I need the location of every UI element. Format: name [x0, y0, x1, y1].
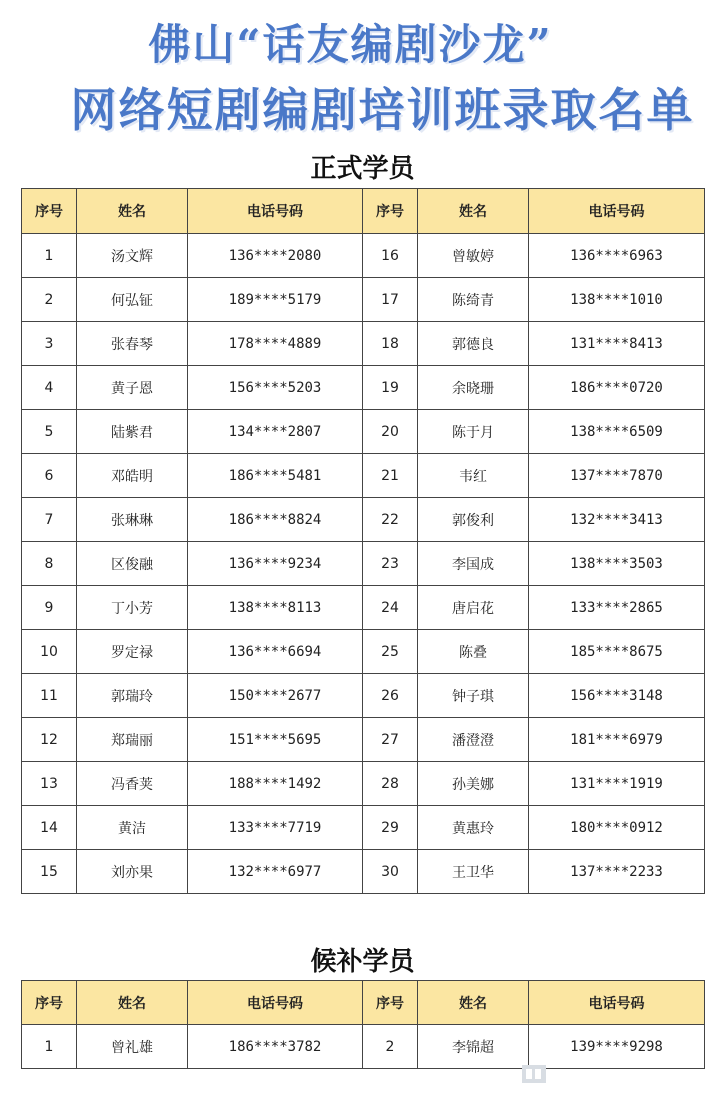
cell-name: 汤文辉	[77, 234, 188, 278]
cell-phone: 136****2080	[188, 234, 363, 278]
cell-name: 潘澄澄	[418, 718, 529, 762]
cell-phone: 132****6977	[188, 850, 363, 894]
table-row	[22, 718, 705, 762]
cell-name: 陆紫君	[77, 410, 188, 454]
cell-name: 张琳琳	[77, 498, 188, 542]
cell-index: 7	[22, 498, 77, 542]
alternate-section-heading: 候补学员	[310, 947, 415, 977]
cell-phone: 151****5695	[188, 718, 363, 762]
cell-phone: 185****8675	[529, 630, 705, 674]
col-header-phone: 电话号码	[529, 981, 705, 1025]
cell-name: 王卫华	[418, 850, 529, 894]
cell-index: 15	[22, 850, 77, 894]
alternate-students-table	[21, 980, 705, 1069]
cell-index: 1	[22, 234, 77, 278]
cell-index: 21	[363, 454, 418, 498]
col-header-name: 姓名	[77, 981, 188, 1025]
alternate-table-body	[22, 1025, 705, 1069]
cell-index: 14	[22, 806, 77, 850]
cell-name: 丁小芳	[77, 586, 188, 630]
cell-name: 韦红	[418, 454, 529, 498]
table-row	[22, 806, 705, 850]
cell-index: 8	[22, 542, 77, 586]
table-row	[22, 762, 705, 806]
cell-index: 24	[363, 586, 418, 630]
cell-index: 17	[363, 278, 418, 322]
cell-name: 陈于月	[418, 410, 529, 454]
cell-phone: 132****3413	[529, 498, 705, 542]
cell-phone: 136****9234	[188, 542, 363, 586]
cell-phone: 186****8824	[188, 498, 363, 542]
cell-phone: 136****6963	[529, 234, 705, 278]
cell-name: 陈绮青	[418, 278, 529, 322]
cell-index: 19	[363, 366, 418, 410]
cell-phone: 156****5203	[188, 366, 363, 410]
table-row	[22, 410, 705, 454]
cell-index: 10	[22, 630, 77, 674]
table-row	[22, 278, 705, 322]
cell-phone: 186****5481	[188, 454, 363, 498]
table-row	[22, 674, 705, 718]
formal-section-heading: 正式学员	[310, 154, 415, 184]
table-row	[22, 850, 705, 894]
formal-table-body	[22, 234, 705, 894]
cell-name: 张春琴	[77, 322, 188, 366]
cell-index: 3	[22, 322, 77, 366]
cell-phone: 156****3148	[529, 674, 705, 718]
cell-index: 6	[22, 454, 77, 498]
cell-name: 孙美娜	[418, 762, 529, 806]
cell-name: 黄惠玲	[418, 806, 529, 850]
table-row	[22, 1025, 705, 1069]
cell-index: 9	[22, 586, 77, 630]
cell-phone: 150****2677	[188, 674, 363, 718]
cell-name: 李锦超	[418, 1025, 529, 1069]
col-header-index: 序号	[22, 981, 77, 1025]
cell-index: 23	[363, 542, 418, 586]
cell-index: 30	[363, 850, 418, 894]
cell-phone: 178****4889	[188, 322, 363, 366]
cell-phone: 138****3503	[529, 542, 705, 586]
cell-name: 曾敏婷	[418, 234, 529, 278]
cell-index: 26	[363, 674, 418, 718]
col-header-index: 序号	[363, 981, 418, 1025]
col-header-name: 姓名	[77, 189, 188, 234]
cell-name: 郭瑞玲	[77, 674, 188, 718]
cell-name: 李国成	[418, 542, 529, 586]
cell-index: 16	[363, 234, 418, 278]
col-header-phone: 电话号码	[529, 189, 705, 234]
cell-phone: 180****0912	[529, 806, 705, 850]
cell-phone: 136****6694	[188, 630, 363, 674]
cell-phone: 137****2233	[529, 850, 705, 894]
cell-phone: 133****2865	[529, 586, 705, 630]
cell-name: 黄洁	[77, 806, 188, 850]
col-header-phone: 电话号码	[188, 189, 363, 234]
cell-phone: 188****1492	[188, 762, 363, 806]
cell-phone: 137****7870	[529, 454, 705, 498]
cell-index: 4	[22, 366, 77, 410]
cell-name: 郭德良	[418, 322, 529, 366]
cell-phone: 139****9298	[529, 1025, 705, 1069]
cell-name: 陈叠	[418, 630, 529, 674]
cell-phone: 189****5179	[188, 278, 363, 322]
cell-index: 1	[22, 1025, 77, 1069]
cell-index: 2	[363, 1025, 418, 1069]
table-header-row	[22, 189, 705, 234]
cell-index: 12	[22, 718, 77, 762]
cell-index: 22	[363, 498, 418, 542]
page-title-line1: 佛山“话友编剧沙龙”	[148, 20, 553, 69]
cell-phone: 138****8113	[188, 586, 363, 630]
cell-index: 11	[22, 674, 77, 718]
col-header-index: 序号	[363, 189, 418, 234]
table-row	[22, 366, 705, 410]
table-row	[22, 498, 705, 542]
cell-index: 5	[22, 410, 77, 454]
watermark-logo	[520, 1060, 550, 1085]
cell-name: 黄子恩	[77, 366, 188, 410]
cell-index: 29	[363, 806, 418, 850]
cell-index: 20	[363, 410, 418, 454]
cell-phone: 186****0720	[529, 366, 705, 410]
cell-name: 何弘钲	[77, 278, 188, 322]
cell-index: 25	[363, 630, 418, 674]
table-row	[22, 454, 705, 498]
page-title-line2: 网络短剧编剧培训班录取名单	[70, 83, 695, 137]
col-header-name: 姓名	[418, 189, 529, 234]
cell-phone: 181****6979	[529, 718, 705, 762]
cell-name: 冯香荚	[77, 762, 188, 806]
cell-name: 罗定禄	[77, 630, 188, 674]
cell-name: 钟子琪	[418, 674, 529, 718]
cell-phone: 131****1919	[529, 762, 705, 806]
cell-name: 余晓珊	[418, 366, 529, 410]
watermark-icon	[520, 1061, 550, 1085]
cell-index: 13	[22, 762, 77, 806]
col-header-index: 序号	[22, 189, 77, 234]
cell-phone: 134****2807	[188, 410, 363, 454]
table-row	[22, 542, 705, 586]
cell-name: 区俊融	[77, 542, 188, 586]
cell-name: 邓皓明	[77, 454, 188, 498]
cell-phone: 138****1010	[529, 278, 705, 322]
col-header-phone: 电话号码	[188, 981, 363, 1025]
cell-name: 郑瑞丽	[77, 718, 188, 762]
cell-name: 曾礼雄	[77, 1025, 188, 1069]
cell-phone: 138****6509	[529, 410, 705, 454]
cell-name: 郭俊利	[418, 498, 529, 542]
cell-name: 唐启花	[418, 586, 529, 630]
col-header-name: 姓名	[418, 981, 529, 1025]
cell-index: 27	[363, 718, 418, 762]
cell-phone: 133****7719	[188, 806, 363, 850]
table-row	[22, 630, 705, 674]
cell-name: 刘亦果	[77, 850, 188, 894]
table-header-row	[22, 981, 705, 1025]
table-row	[22, 586, 705, 630]
cell-index: 28	[363, 762, 418, 806]
formal-students-table	[21, 188, 705, 894]
cell-phone: 186****3782	[188, 1025, 363, 1069]
cell-phone: 131****8413	[529, 322, 705, 366]
cell-index: 2	[22, 278, 77, 322]
table-row	[22, 234, 705, 278]
cell-index: 18	[363, 322, 418, 366]
table-row	[22, 322, 705, 366]
